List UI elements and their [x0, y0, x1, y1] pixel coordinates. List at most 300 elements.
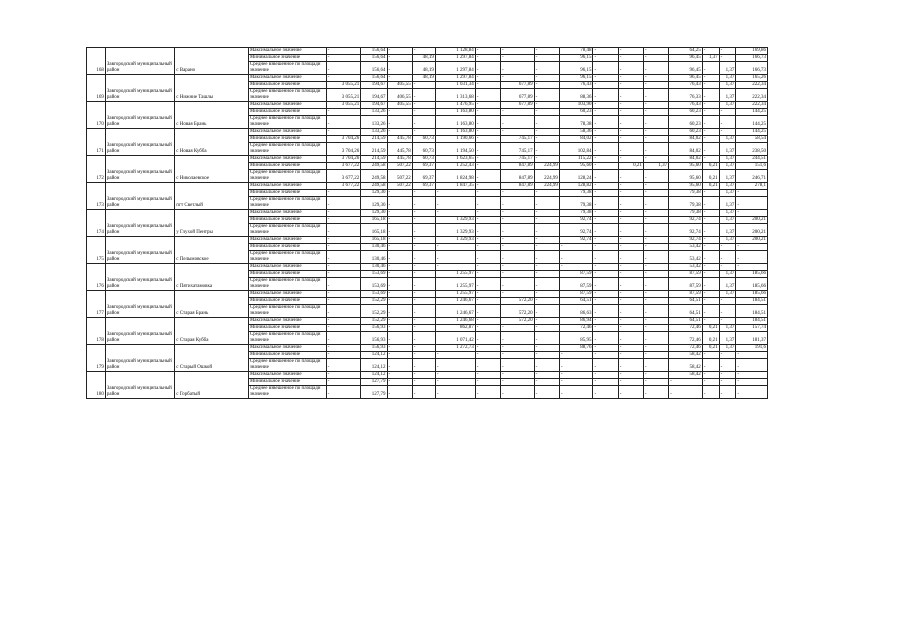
value-cell: 60,73 [412, 143, 435, 156]
value-cell: - [435, 210, 475, 217]
value-cell: - [412, 48, 435, 55]
value-cell: 88,76 [559, 345, 593, 352]
value-cell: - [412, 318, 435, 325]
value-cell: - [501, 372, 535, 379]
value-cell: - [719, 318, 736, 325]
value-type-label: Среднее взвешенное по площади значение [248, 305, 326, 318]
district-name: Завгородский муниципальный район [105, 156, 174, 183]
value-cell: - [326, 237, 361, 244]
value-cell: 1,37 [719, 89, 736, 102]
value-cell: - [387, 264, 412, 271]
value-cell: 60,73 [412, 136, 435, 143]
value-cell: - [475, 89, 500, 102]
value-cell: - [643, 264, 668, 271]
value-type-label: Минимальное значение [248, 163, 326, 170]
value-cell: - [702, 116, 719, 129]
table-row [87, 345, 768, 352]
value-cell: - [618, 345, 643, 352]
value-cell: 144,25 [736, 109, 768, 116]
value-cell: 246,71 [736, 170, 768, 183]
value-cell: 1,37 [719, 271, 736, 278]
district-name: Завгородский муниципальный район [105, 345, 174, 372]
table-row [87, 48, 768, 55]
value-cell: - [559, 251, 593, 264]
value-cell: - [702, 352, 719, 359]
value-cell: - [435, 359, 475, 372]
district-name: Завгородский муниципальный район [105, 183, 174, 210]
value-cell: - [593, 217, 618, 224]
value-cell: 88,36 [559, 89, 593, 102]
value-cell: - [326, 345, 361, 352]
value-cell: - [643, 217, 668, 224]
value-cell: - [326, 379, 361, 386]
value-cell: 405,55 [387, 102, 412, 109]
district-name: Завгородский муниципальный район [105, 372, 174, 399]
value-cell: - [702, 210, 719, 217]
value-cell: - [719, 298, 736, 305]
value-cell: - [618, 129, 643, 136]
value-cell: - [643, 143, 668, 156]
value-cell: 60,23 [669, 109, 703, 116]
value-cell: 1,37 [719, 170, 736, 183]
value-cell: 1,37 [719, 332, 736, 345]
value-cell: - [412, 271, 435, 278]
value-cell: 96,45 [669, 62, 703, 75]
value-cell: 1 194,50 [435, 143, 475, 156]
value-cell: - [618, 372, 643, 379]
value-cell: 72,46 [669, 332, 703, 345]
value-cell: - [643, 318, 668, 325]
value-cell: - [412, 89, 435, 102]
value-cell: - [736, 352, 768, 359]
value-cell: - [501, 379, 535, 386]
value-cell: - [387, 48, 412, 55]
value-cell: 1 476,95 [435, 102, 475, 109]
value-cell: 95,60 [669, 183, 703, 190]
value-cell: - [534, 352, 559, 359]
value-cell: - [593, 318, 618, 325]
value-cell: - [534, 345, 559, 352]
locality-name: с Старая Брань [175, 291, 249, 318]
value-cell: 1,37 [719, 237, 736, 244]
value-cell: - [475, 278, 500, 291]
value-cell: - [702, 244, 719, 251]
value-cell: - [702, 82, 719, 89]
value-cell: 222,34 [736, 102, 768, 109]
value-cell: - [501, 271, 535, 278]
value-cell: - [534, 224, 559, 237]
value-cell: - [534, 143, 559, 156]
value-cell: - [501, 332, 535, 345]
value-cell: 862,87 [435, 325, 475, 332]
value-cell: - [412, 325, 435, 332]
value-cell: 64,51 [669, 305, 703, 318]
value-type-label: Среднее взвешенное по площади значение [248, 224, 326, 237]
value-cell: 1,37 [719, 75, 736, 82]
value-cell: - [593, 190, 618, 197]
value-cell: 406,55 [387, 89, 412, 102]
value-cell: - [719, 244, 736, 251]
value-cell: - [387, 251, 412, 264]
value-cell: - [501, 129, 535, 136]
value-cell: - [736, 251, 768, 264]
value-type-label: Среднее взвешенное по площади значение [248, 116, 326, 129]
value-cell: - [702, 251, 719, 264]
value-cell: 1,37 [719, 62, 736, 75]
value-cell: - [534, 75, 559, 82]
value-cell: 48,19 [412, 62, 435, 75]
locality-name: с Пелымовское [175, 237, 249, 264]
value-cell: - [702, 271, 719, 278]
value-cell: - [643, 197, 668, 210]
value-cell: 129,30 [361, 190, 387, 197]
value-cell: - [719, 352, 736, 359]
value-cell: 405,55 [387, 82, 412, 89]
value-cell: - [412, 251, 435, 264]
value-cell: - [702, 298, 719, 305]
value-cell: 130,46 [361, 264, 387, 271]
value-cell: - [475, 352, 500, 359]
value-cell: - [702, 264, 719, 271]
value-type-label: Среднее взвешенное по площади значение [248, 170, 326, 183]
value-cell: - [475, 237, 500, 244]
value-cell: 156,64 [361, 55, 387, 62]
value-cell: - [702, 197, 719, 210]
district-name: Завгородский муниципальный район [105, 75, 174, 102]
value-cell: - [475, 332, 500, 345]
value-cell: 133,26 [361, 116, 387, 129]
value-cell: - [475, 197, 500, 210]
value-cell: - [643, 237, 668, 244]
value-cell: 152,29 [361, 305, 387, 318]
value-cell: - [719, 251, 736, 264]
value-cell: 224,99 [534, 163, 559, 170]
value-cell: 1 272,73 [435, 345, 475, 352]
value-type-label: Минимальное значение [248, 136, 326, 143]
value-type-label: Среднее взвешенное по площади значение [248, 386, 326, 399]
value-cell: - [593, 170, 618, 183]
value-cell: - [618, 183, 643, 190]
value-cell: 3 677,22 [326, 170, 361, 183]
value-cell: - [702, 217, 719, 224]
value-cell: 1,37 [719, 345, 736, 352]
value-cell: 87,59 [669, 291, 703, 298]
value-cell: - [643, 89, 668, 102]
value-cell: - [643, 332, 668, 345]
value-cell: - [643, 55, 668, 62]
value-cell: - [618, 352, 643, 359]
value-cell: 166,73 [736, 55, 768, 62]
value-cell: - [501, 48, 535, 55]
value-cell: 124,12 [361, 352, 387, 359]
value-cell: - [736, 359, 768, 372]
value-cell: - [475, 291, 500, 298]
value-cell: - [387, 372, 412, 379]
value-cell: - [643, 129, 668, 136]
value-cell: 87,59 [559, 291, 593, 298]
value-cell: 1,37 [719, 102, 736, 109]
value-cell: 86,94 [559, 318, 593, 325]
value-cell: - [643, 291, 668, 298]
value-cell: - [435, 386, 475, 399]
value-cell: - [326, 386, 361, 399]
table-row [87, 264, 768, 271]
value-cell: - [326, 305, 361, 318]
value-cell: - [534, 244, 559, 251]
value-cell: - [534, 318, 559, 325]
value-cell: - [702, 318, 719, 325]
value-cell: - [435, 264, 475, 271]
value-cell: - [435, 197, 475, 210]
value-cell: 69,37 [412, 170, 435, 183]
value-cell: - [412, 386, 435, 399]
value-cell: 185,66 [736, 291, 768, 298]
table-row [87, 102, 768, 109]
row-number: 180 [87, 372, 106, 399]
value-cell: - [326, 251, 361, 264]
value-cell: - [736, 197, 768, 210]
value-cell: - [475, 170, 500, 183]
value-cell: 0,21 [702, 163, 719, 170]
value-cell: 1 329,93 [435, 217, 475, 224]
district-name: Завгородский муниципальный район [105, 102, 174, 129]
value-cell: 156,93 [361, 345, 387, 352]
value-cell: 151,6 [736, 163, 768, 170]
locality-name: с Нижние Ташлы [175, 75, 249, 102]
value-cell: 130,46 [361, 244, 387, 251]
value-cell: - [534, 386, 559, 399]
value-cell: 84,02 [669, 136, 703, 143]
value-cell: 64,51 [559, 298, 593, 305]
value-cell: - [736, 264, 768, 271]
value-cell: 1,37 [719, 278, 736, 291]
value-cell: - [618, 116, 643, 129]
value-cell: 1 071,42 [435, 332, 475, 345]
value-cell: - [534, 379, 559, 386]
table-row [87, 318, 768, 325]
value-cell: - [559, 264, 593, 271]
value-cell: - [326, 318, 361, 325]
value-cell: - [412, 224, 435, 237]
value-cell: - [643, 379, 668, 386]
value-cell: 60,23 [669, 129, 703, 136]
value-cell: 165,18 [361, 224, 387, 237]
value-cell: - [412, 291, 435, 298]
value-cell: - [387, 345, 412, 352]
value-cell: - [412, 372, 435, 379]
value-cell: - [736, 372, 768, 379]
value-cell: - [593, 237, 618, 244]
value-cell: - [435, 379, 475, 386]
value-cell: 133,26 [361, 129, 387, 136]
value-cell: - [593, 156, 618, 163]
value-cell: - [702, 102, 719, 109]
value-cell: - [669, 379, 703, 386]
value-cell: 1,37 [719, 82, 736, 89]
value-cell: 184,51 [736, 298, 768, 305]
value-cell: 185,66 [736, 271, 768, 278]
locality-name: с Старый Ошкой [175, 345, 249, 372]
value-type-label: Максимальное значение [248, 264, 326, 271]
value-cell: 222,34 [736, 89, 768, 102]
value-type-label: Среднее взвешенное по площади значение [248, 278, 326, 291]
value-cell: 1 163,80 [435, 129, 475, 136]
value-cell: - [412, 379, 435, 386]
value-cell: - [387, 217, 412, 224]
value-cell: - [643, 48, 668, 55]
locality-name: с Варано [175, 48, 249, 75]
value-cell: - [593, 62, 618, 75]
value-cell: - [643, 298, 668, 305]
table-row [87, 237, 768, 244]
value-cell: 84,02 [669, 143, 703, 156]
value-cell: 185,66 [736, 278, 768, 291]
value-cell: - [501, 325, 535, 332]
value-cell: 78,48 [559, 48, 593, 55]
value-cell: - [593, 386, 618, 399]
value-cell: - [326, 48, 361, 55]
value-type-label: Максимальное значение [248, 102, 326, 109]
district-name: Завгородский муниципальный район [105, 237, 174, 264]
value-cell: 572,20 [501, 298, 535, 305]
value-cell: 79,38 [559, 210, 593, 217]
value-cell: - [326, 244, 361, 251]
value-cell: 165,18 [361, 217, 387, 224]
value-cell: - [618, 89, 643, 102]
locality-name: с Старая Кубба [175, 318, 249, 345]
locality-name: с Новая Кубба [175, 129, 249, 156]
value-cell: 214,59 [361, 156, 387, 163]
table-row [87, 372, 768, 379]
locality-name: пгт Светлый [175, 183, 249, 210]
value-cell: - [719, 48, 736, 55]
value-cell: - [475, 55, 500, 62]
value-cell: 153,69 [361, 291, 387, 298]
value-cell: 745,17 [501, 156, 535, 163]
value-cell: - [643, 372, 668, 379]
value-cell: - [593, 264, 618, 271]
value-cell: 1,37 [719, 291, 736, 298]
value-cell: - [435, 244, 475, 251]
value-cell: - [412, 352, 435, 359]
district-name: Завгородский муниципальный район [105, 318, 174, 345]
value-cell: - [475, 210, 500, 217]
value-cell: 60,23 [669, 116, 703, 129]
value-cell: - [702, 224, 719, 237]
value-cell: - [475, 264, 500, 271]
value-cell: - [534, 129, 559, 136]
row-number: 170 [87, 102, 106, 129]
value-cell: - [412, 129, 435, 136]
value-cell: - [387, 379, 412, 386]
value-cell: - [412, 210, 435, 217]
value-cell: 1 246,67 [435, 305, 475, 318]
value-cell: - [387, 352, 412, 359]
value-cell: - [618, 278, 643, 291]
locality-name: с Новая Брань [175, 102, 249, 129]
value-cell: 76,43 [559, 82, 593, 89]
value-cell: - [559, 372, 593, 379]
document-table-area [86, 47, 768, 399]
value-type-label: Максимальное значение [248, 345, 326, 352]
value-cell: - [593, 116, 618, 129]
value-cell: 244,51 [736, 156, 768, 163]
value-cell: - [475, 136, 500, 143]
value-cell: 92,74 [669, 237, 703, 244]
value-type-label: Среднее взвешенное по площади значение [248, 332, 326, 345]
value-cell: 222,34 [736, 82, 768, 89]
value-cell: 1,37 [719, 210, 736, 217]
value-cell: - [501, 62, 535, 75]
value-cell: - [702, 359, 719, 372]
value-cell: - [501, 291, 535, 298]
value-cell: - [326, 190, 361, 197]
value-cell: 58,42 [669, 359, 703, 372]
value-cell: 1,37 [719, 224, 736, 237]
value-cell: 1 163,80 [435, 116, 475, 129]
value-cell: - [593, 143, 618, 156]
value-type-label: Минимальное значение [248, 190, 326, 197]
value-cell: - [435, 372, 475, 379]
value-type-label: Минимальное значение [248, 244, 326, 251]
value-cell: - [412, 116, 435, 129]
value-cell: - [593, 305, 618, 318]
value-cell: 69,37 [412, 183, 435, 190]
value-cell: 200,21 [736, 237, 768, 244]
value-cell: - [326, 271, 361, 278]
value-cell: - [534, 136, 559, 143]
value-type-label: Минимальное значение [248, 55, 326, 62]
value-cell: 115,22 [559, 156, 593, 163]
value-cell: - [387, 190, 412, 197]
value-cell: - [618, 318, 643, 325]
value-cell: - [618, 332, 643, 345]
value-cell: - [501, 217, 535, 224]
value-cell: 64,51 [669, 318, 703, 325]
value-cell: - [475, 359, 500, 372]
value-cell: - [643, 75, 668, 82]
value-cell: - [593, 345, 618, 352]
value-cell: - [643, 271, 668, 278]
value-cell: - [412, 264, 435, 271]
value-cell: - [326, 224, 361, 237]
value-cell: - [593, 325, 618, 332]
value-cell: - [643, 109, 668, 116]
value-cell: - [593, 251, 618, 264]
value-cell: 745,17 [501, 143, 535, 156]
value-cell: - [326, 298, 361, 305]
value-cell: 507,22 [387, 170, 412, 183]
value-cell: 224,99 [534, 183, 559, 190]
value-cell: - [719, 55, 736, 62]
value-cell: 1,37 [719, 325, 736, 332]
value-cell: - [475, 48, 500, 55]
value-cell: 0,21 [618, 163, 643, 170]
value-cell: 53,42 [669, 264, 703, 271]
value-cell: 69,37 [412, 163, 435, 170]
value-cell: - [387, 332, 412, 345]
district-name: Завгородский муниципальный район [105, 210, 174, 237]
value-type-label: Среднее взвешенное по площади значение [248, 62, 326, 75]
value-cell: - [593, 224, 618, 237]
value-cell: - [618, 359, 643, 372]
value-cell: - [618, 75, 643, 82]
value-cell: 58,54 [736, 136, 768, 143]
value-type-label: Максимальное значение [248, 48, 326, 55]
value-cell: 144,25 [736, 129, 768, 136]
value-cell: 677,89 [501, 102, 535, 109]
value-cell: - [534, 109, 559, 116]
